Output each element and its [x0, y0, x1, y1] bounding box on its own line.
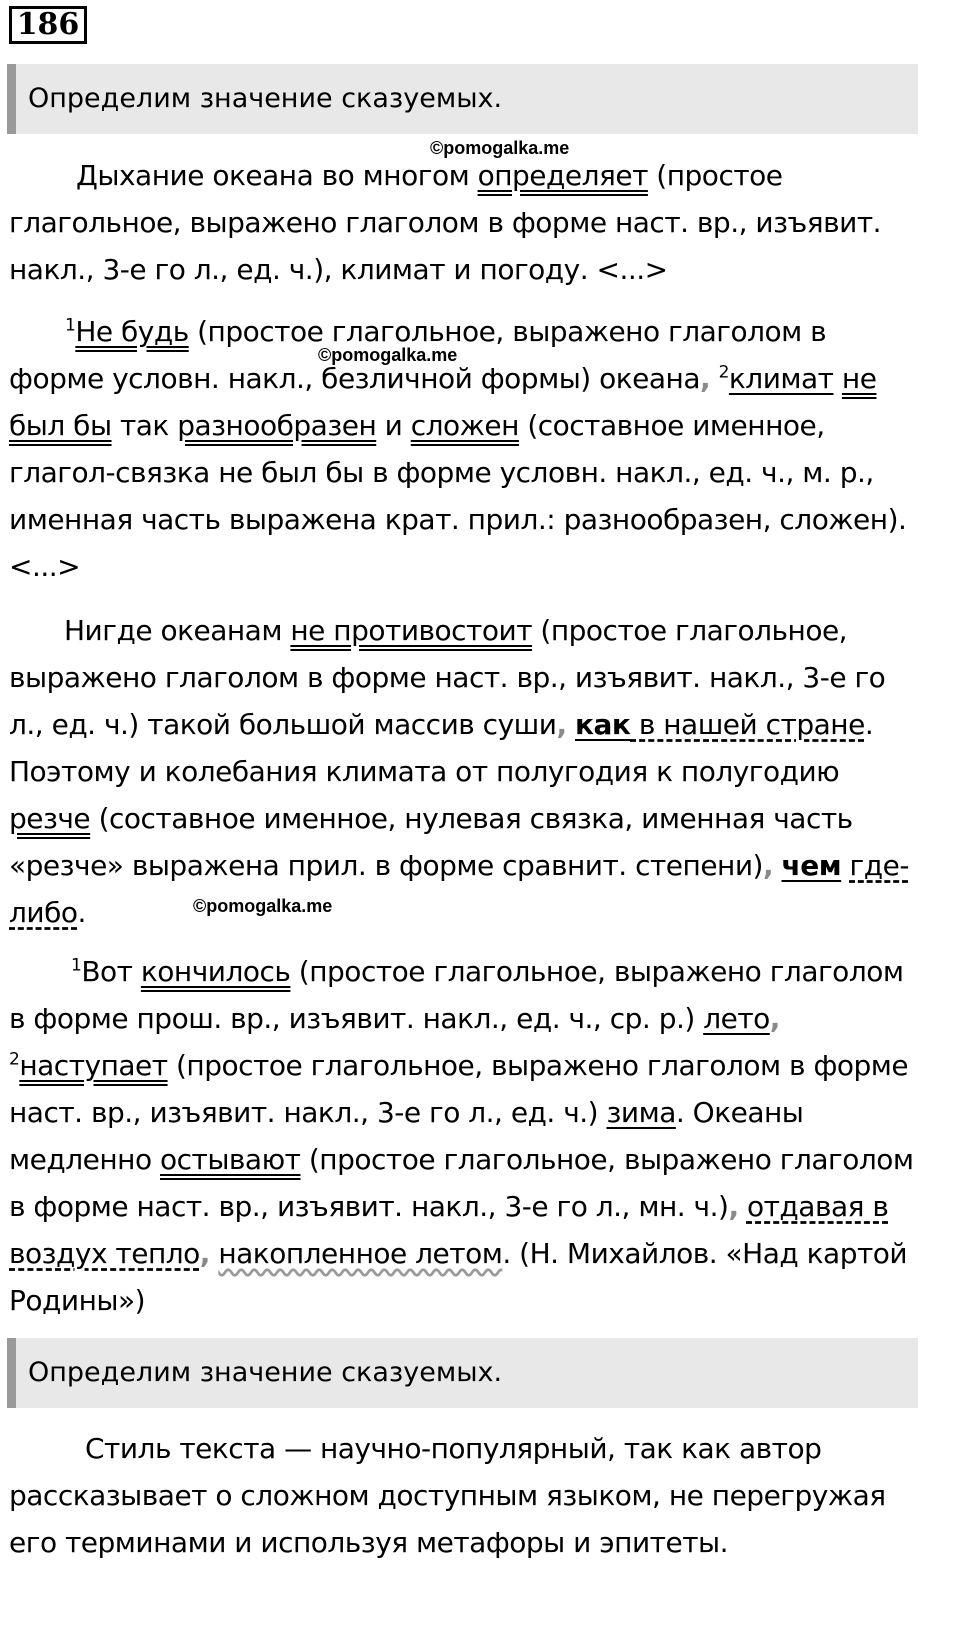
conjunction: чем — [781, 849, 842, 882]
predicate: сложен — [410, 409, 519, 442]
text — [834, 362, 842, 395]
section-heading: Определим значение сказуемых. — [7, 1338, 918, 1408]
task-number: 186 — [9, 6, 87, 44]
clause-number: 2 — [718, 362, 729, 383]
text: . Поэтому и колебания климата от полугодия к полугодию — [9, 708, 874, 788]
text: так — [111, 409, 178, 442]
text: (простое глагольное, выражено глаголом в форме наст. вр., изъявит. накл., 3-е го л., мн. ч.) — [9, 1143, 914, 1223]
text: (простое глагольное, выражено глаголом в форме прош. вр., изъявит. накл., ед. ч., ср. р.) — [9, 955, 904, 1035]
clause-number: 1 — [65, 315, 76, 336]
conjunction: как — [575, 708, 631, 741]
punctuation-mark: , — [769, 1002, 780, 1035]
subject: зима — [606, 1096, 676, 1129]
predicate: разнообразен — [177, 409, 377, 442]
punctuation-mark: , — [199, 1237, 210, 1270]
paragraph-2 — [9, 308, 921, 590]
punctuation-mark: , — [700, 362, 711, 395]
text — [841, 849, 849, 882]
paragraph-3 — [9, 607, 921, 936]
paragraph-4 — [9, 948, 921, 1324]
adverbial: отдавая в воздух тепло — [9, 1190, 889, 1270]
text: (простое глагольное, выражено глаголом в форме наст. вр., изъявит. накл., 3-е го л., ед. ч.) такой большой массив суши — [9, 614, 886, 741]
text: Нигде океанам — [64, 614, 291, 647]
text — [773, 849, 781, 882]
predicate: кончилось — [140, 955, 291, 988]
watermark: ©pomogalka.me — [318, 345, 458, 365]
text — [567, 708, 575, 741]
text: . (Н. Михайлов. «Над картой Родины») — [9, 1237, 908, 1317]
text: и — [376, 409, 411, 442]
adverbial: где-либо — [9, 849, 909, 929]
section-heading: Определим значение сказуемых. — [7, 64, 918, 134]
text: (простое глагольное, выражено глаголом в форме наст. вр., изъявит. накл., 3-е го л., ед. ч.) — [9, 1049, 909, 1129]
paragraph-5: Стиль текста — научно-популярный, так как автор рассказывает о сложном доступным языком, не перегружая его терминами и используя метафоры и эпитеты. — [9, 1432, 886, 1559]
punctuation-mark: , — [762, 849, 774, 882]
text — [739, 1190, 747, 1223]
predicate: наступает — [19, 1049, 168, 1082]
clause-number: 2 — [9, 1049, 20, 1070]
text: Вот — [81, 955, 141, 988]
predicate: не был бы — [9, 362, 877, 442]
predicate: Не будь — [75, 315, 189, 348]
predicate: остывают — [159, 1143, 301, 1176]
predicate: резче — [9, 802, 91, 835]
text: (простое глагольное, выражено глаголом в форме условн. накл., безличной формы) океана — [9, 315, 827, 395]
paragraph-1 — [9, 152, 921, 293]
subject: лето — [703, 1002, 770, 1035]
text: (составное именное, глагол-связка не был бы в форме условн. накл., ед. ч., м. р., именная часть выражена крат. прил.: разнообразен, сложен). <...> — [9, 409, 907, 583]
text: . Океаны медленно — [9, 1096, 804, 1176]
text — [710, 362, 718, 395]
text: (простое глагольное, выражено глаголом в форме наст. вр., изъявит. накл., 3-е го л., ед. ч.), климат и погоду. <...> — [9, 159, 882, 286]
predicate: определяет — [477, 159, 648, 192]
adverbial: в нашей стране — [630, 708, 865, 741]
predicate: не противостоит — [290, 614, 533, 647]
subject: климат — [728, 362, 834, 395]
watermark: ©pomogalka.me — [430, 138, 570, 158]
text: . — [77, 896, 86, 929]
clause-number: 1 — [71, 955, 82, 976]
punctuation-mark: , — [728, 1190, 739, 1223]
watermark: ©pomogalka.me — [193, 896, 333, 916]
punctuation-mark: , — [556, 708, 567, 741]
text: Дыхание океана во многом — [76, 159, 478, 192]
attribute: накопленное летом — [218, 1237, 503, 1270]
text: (составное именное, нулевая связка, именная часть «резче» выражена прил. в форме сравнит. степени) — [9, 802, 853, 882]
